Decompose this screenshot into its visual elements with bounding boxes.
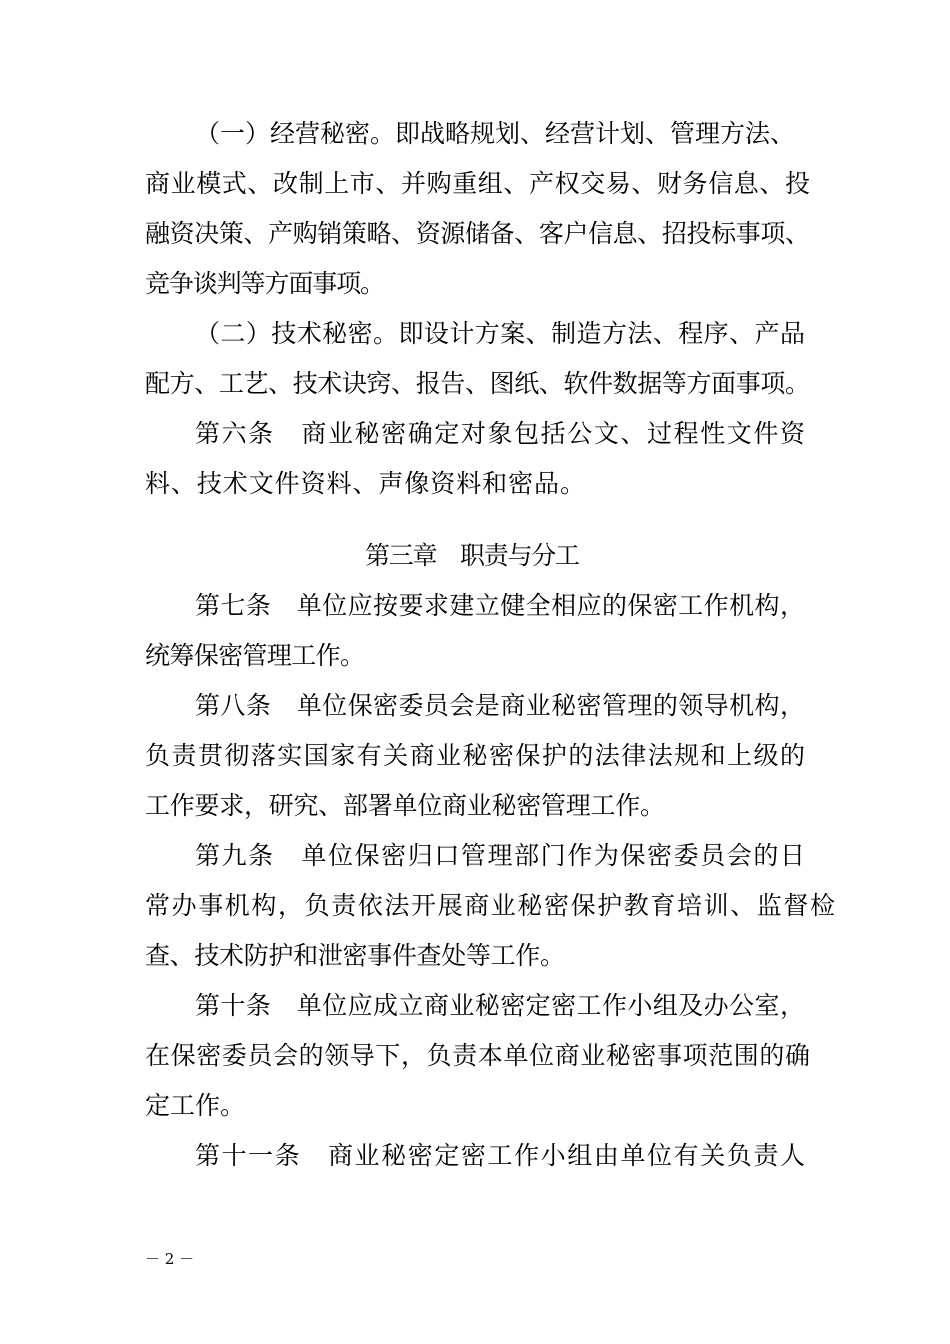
paragraph-line: 料、技术文件资料、声像资料和密品。	[145, 469, 586, 498]
article-heading-10: 第十条 单位应成立商业秘密定密工作小组及办公室，	[195, 991, 806, 1020]
paragraph-line: 配方、工艺、技术诀窍、报告、图纸、软件数据等方面事项。	[145, 369, 810, 398]
paragraph-line: （一）经营秘密。即战略规划、经营计划、管理方法、	[195, 119, 795, 148]
article-heading-11: 第十一条 商业秘密定密工作小组由单位有关负责人	[195, 1141, 807, 1170]
paragraph-line: 工作要求，研究、部署单位商业秘密管理工作。	[145, 791, 665, 820]
article-heading-9: 第九条 单位保密归口管理部门作为保密委员会的日	[195, 841, 807, 870]
article-heading-8: 第八条 单位保密委员会是商业秘密管理的领导机构，	[195, 691, 806, 720]
paragraph-line: 常办事机构，负责依法开展商业秘密保护教育培训、监督检	[145, 891, 837, 920]
paragraph-line: 竞争谈判等方面事项。	[145, 269, 384, 298]
paragraph-line: 融资决策、产购销策略、资源储备、客户信息、招投标事项、	[145, 219, 810, 248]
article-heading-7: 第七条 单位应按要求建立健全相应的保密工作机构，	[195, 591, 806, 620]
article-heading-6: 第六条 商业秘密确定对象包括公文、过程性文件资	[195, 419, 807, 448]
paragraph-line: 统筹保密管理工作。	[145, 641, 365, 670]
page-number: － 2 －	[145, 1250, 195, 1268]
paragraph-line: （二）技术秘密。即设计方案、制造方法、程序、产品	[195, 319, 806, 348]
chapter-heading: 第三章 职责与分工	[365, 541, 579, 570]
paragraph-line: 负责贯彻落实国家有关商业秘密保护的法律法规和上级的	[145, 741, 807, 770]
paragraph-line: 定工作。	[145, 1091, 245, 1120]
paragraph-line: 查、技术防护和泄密事件查处等工作。	[145, 941, 565, 970]
paragraph-line: 商业模式、改制上市、并购重组、产权交易、财务信息、投	[145, 169, 811, 198]
paragraph-line: 在保密委员会的领导下，负责本单位商业秘密事项范围的确	[145, 1041, 811, 1070]
